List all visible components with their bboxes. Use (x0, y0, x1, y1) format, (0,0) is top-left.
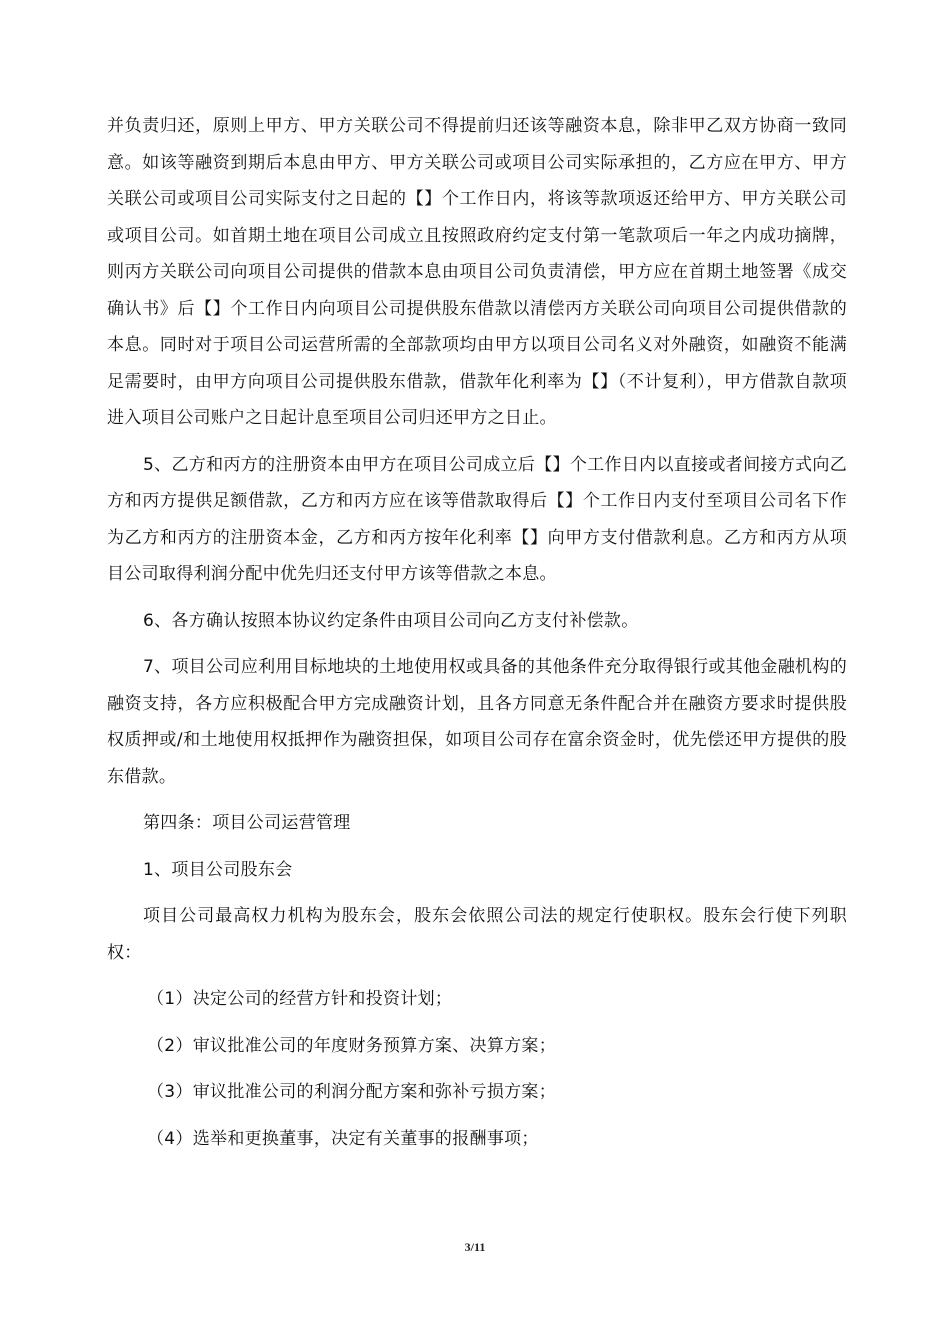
power-item-4: （4）选举和更换董事，决定有关董事的报酬事项； (147, 1128, 539, 1149)
document-body (107, 108, 847, 1157)
paragraph-clause-5: 5、乙方和丙方的注册资本由甲方在项目公司成立后【】个工作日内以直接或者间接方式向乙方和丙方提供足额借款，乙方和丙方应在该等借款取得后【】个工作日内支付至项目公司名下作为乙方和丙方的注册资本金，乙方和丙方按年化利率【】向甲方支付借款利息。乙方和丙方从项目公司取得利润分配中优先归还支付甲方该等借款之本息。 (107, 454, 847, 584)
page-number: 3/11 (464, 1240, 486, 1254)
section-1-heading: 1、项目公司股东会 (143, 859, 293, 880)
paragraph-loan-repayment: 并负责归还，原则上甲方、甲方关联公司不得提前归还该等融资本息，除非甲乙双方协商一致同意。如该等融资到期后本息由甲方、甲方关联公司或项目公司实际承担的，乙方应在甲方、甲方关联公司或项目公司实际支付之日起的【】个工作日内，将该等款项返还给甲方、甲方关联公司或项目公司。如首期土地在项目公司成立且按照政府约定支付第一笔款项后一年之内成功摘牌，则丙方关联公司向项目公司提供的借款本息由项目公司负责清偿，甲方应在首期土地签署《成交确认书》后【】个工作日内向项目公司提供股东借款以清偿丙方关联公司向项目公司提供借款的本息。同时对于项目公司运营所需的全部款项均由甲方以项目公司名义对外融资，如融资不能满足需要时，由甲方向项目公司提供股东借款，借款年化利率为【】（不计复利），甲方借款自款项进入项目公司账户之日起计息至项目公司归还甲方之日止。 (107, 116, 847, 428)
paragraph-shareholders-meeting: 项目公司最高权力机构为股东会，股东会依照公司法的规定行使职权。股东会行使下列职权： (107, 906, 847, 963)
power-item-3: （3）审议批准公司的利润分配方案和弥补亏损方案； (147, 1082, 557, 1102)
paragraph-clause-7: 7、项目公司应利用目标地块的土地使用权或具备的其他条件充分取得银行或其他金融机构的融资支持，各方应积极配合甲方完成融资计划，且各方同意无条件配合并在融资方要求时提供股权质押或/和土地使用权抵押作为融资担保，如项目公司存在富余资金时，优先偿还甲方提供的股东借款。 (107, 657, 847, 787)
paragraph-clause-6: 6、各方确认按照本协议约定条件由项目公司向乙方支付补偿款。 (143, 610, 639, 631)
power-item-1: （1）决定公司的经营方针和投资计划； (147, 989, 453, 1009)
power-item-2: （2）审议批准公司的年度财务预算方案、决算方案； (147, 1035, 557, 1056)
article-4-heading: 第四条：项目公司运营管理 (143, 813, 351, 833)
